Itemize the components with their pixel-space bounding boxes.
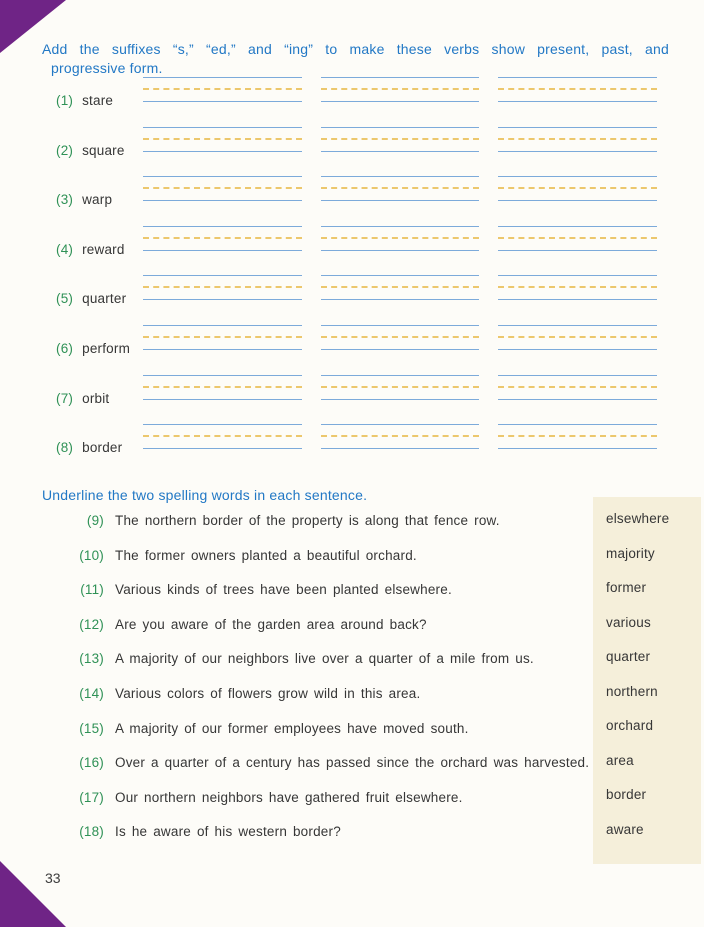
verb-row — [0, 424, 704, 456]
sentence-item — [34, 617, 579, 652]
writing-line-group — [143, 127, 302, 153]
writing-line-group — [498, 127, 657, 153]
word-bank-item: aware — [606, 821, 644, 837]
sentence-item — [34, 582, 579, 617]
verb-row — [0, 226, 704, 257]
sentence-text: Various colors of flowers grow wild in this area. — [115, 685, 421, 701]
verb-number: (7) — [56, 390, 74, 406]
sentence-number: (15) — [79, 720, 104, 736]
exercise1-instruction-line1: Add the suffixes “s,” “ed,” and “ing” to make these verbs show present, past, and — [42, 41, 669, 57]
writing-line-group — [321, 325, 480, 351]
sentence-item — [34, 686, 579, 721]
word-bank-item: quarter — [606, 649, 651, 664]
sentence-text: Is he aware of his western border? — [115, 824, 341, 840]
writing-line-group — [321, 77, 480, 103]
word-bank-item: area — [606, 752, 634, 768]
writing-line-group — [321, 375, 480, 401]
writing-line-group — [498, 375, 657, 401]
verb-row — [0, 127, 704, 158]
sentence-text: The former owners planted a beautiful orchard. — [115, 547, 417, 563]
sentence-text: Over a quarter of a century has passed since the orchard was harvested. — [115, 755, 590, 771]
verb-number: (1) — [56, 93, 74, 108]
sentence-number: (17) — [79, 789, 104, 805]
sentence-number: (18) — [79, 824, 104, 840]
verb-number: (8) — [56, 440, 74, 456]
writing-line-group — [498, 176, 657, 202]
writing-line-group — [321, 127, 480, 153]
sentence-item — [34, 513, 579, 548]
word-bank-item: majority — [606, 545, 655, 561]
writing-line-group — [498, 424, 657, 450]
writing-line-group — [143, 275, 302, 301]
word-bank-item: elsewhere — [606, 511, 670, 526]
verb-word: stare — [82, 93, 114, 108]
writing-line-group — [143, 77, 302, 103]
sentence-text: The northern border of the property is along that fence row. — [115, 513, 500, 528]
sentence-number: (14) — [79, 685, 104, 701]
writing-line-group — [143, 176, 302, 202]
verb-word: square — [82, 142, 125, 158]
verb-word: reward — [82, 241, 125, 257]
writing-line-group — [498, 275, 657, 301]
sentence-item — [34, 790, 579, 825]
sentence-item — [34, 651, 579, 686]
writing-line-group — [143, 375, 302, 401]
verb-row — [0, 77, 704, 108]
verb-number: (3) — [56, 192, 74, 208]
writing-line-group — [143, 325, 302, 351]
sentence-text: Our northern neighbors have gathered fruit elsewhere. — [115, 789, 463, 805]
word-bank-item: northern — [606, 683, 658, 699]
writing-line-group — [321, 424, 480, 450]
writing-line-group — [498, 325, 657, 351]
sentence-number: (11) — [80, 582, 104, 598]
verb-practice-list — [0, 77, 704, 474]
writing-line-group — [321, 176, 480, 202]
sentence-number: (12) — [79, 616, 104, 632]
sentence-number: (9) — [86, 513, 104, 528]
verb-word: quarter — [82, 291, 127, 307]
word-bank-item: various — [606, 614, 651, 630]
verb-word: perform — [82, 340, 131, 356]
sentence-item — [34, 755, 590, 790]
exercise1-instruction-line2: progressive form. — [51, 60, 163, 76]
sentence-number: (13) — [79, 651, 104, 667]
verb-number: (2) — [56, 142, 74, 158]
writing-line-group — [498, 226, 657, 252]
verb-word: warp — [82, 192, 113, 208]
sentence-text: A majority of our former employees have moved south. — [115, 720, 469, 736]
sentence-item — [34, 548, 579, 583]
word-bank-item: border — [606, 787, 647, 802]
sentence-number: (10) — [79, 547, 104, 563]
word-bank — [593, 497, 701, 864]
word-bank-item: orchard — [606, 718, 654, 733]
writing-line-group — [321, 226, 480, 252]
verb-row — [0, 176, 704, 208]
sentence-text: Are you aware of the garden area around back? — [115, 616, 427, 632]
page-number: 33 — [45, 870, 61, 886]
verb-row — [0, 375, 704, 406]
verb-word: orbit — [82, 390, 110, 406]
writing-line-group — [498, 77, 657, 103]
writing-line-group — [143, 226, 302, 252]
exercise2-instruction: Underline the two spelling words in each sentence. — [42, 487, 368, 503]
sentence-number: (16) — [79, 755, 104, 771]
writing-line-group — [321, 275, 480, 301]
word-bank-item: former — [606, 580, 647, 595]
sentence-item — [34, 721, 579, 756]
writing-line-group — [143, 424, 302, 450]
verb-row — [0, 275, 704, 307]
sentence-item — [34, 824, 579, 859]
verb-number: (5) — [56, 291, 74, 307]
verb-row — [0, 325, 704, 356]
exercise1-instruction — [42, 41, 669, 77]
sentence-list — [34, 513, 590, 859]
verb-number: (4) — [56, 241, 74, 257]
verb-number: (6) — [56, 340, 74, 356]
sentence-text: A majority of our neighbors live over a quarter of a mile from us. — [115, 651, 534, 667]
sentence-text: Various kinds of trees have been planted elsewhere. — [115, 582, 452, 598]
verb-word: border — [82, 440, 123, 456]
